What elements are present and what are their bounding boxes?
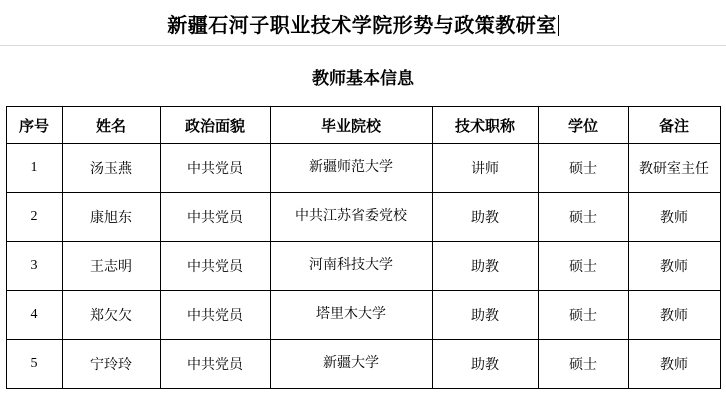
- cell-political: 中共党员: [160, 193, 270, 242]
- table-row: [6, 242, 720, 291]
- cell-political: 中共党员: [160, 242, 270, 291]
- cell-degree: 硕士: [538, 340, 628, 389]
- page-title-text: 新疆石河子职业技术学院形势与政策教研室: [167, 15, 557, 37]
- cell-name: 郑欠欠: [62, 291, 160, 340]
- cell-index: 5: [6, 340, 62, 389]
- column-header-degree: 学位: [538, 107, 628, 144]
- teacher-info-table: [6, 106, 721, 389]
- cell-title: 助教: [432, 291, 538, 340]
- cell-political: 中共党员: [160, 144, 270, 193]
- cell-degree: 硕士: [538, 193, 628, 242]
- cell-school: 新疆大学: [270, 340, 432, 389]
- cell-name: 康旭东: [62, 193, 160, 242]
- cell-index: 4: [6, 291, 62, 340]
- page-title: [0, 0, 726, 45]
- cell-remark: 教师: [628, 340, 720, 389]
- cell-name: 宁玲玲: [62, 340, 160, 389]
- section-title: 教师基本信息: [312, 69, 414, 88]
- cell-political: 中共党员: [160, 291, 270, 340]
- cell-index: 1: [6, 144, 62, 193]
- cell-degree: 硕士: [538, 144, 628, 193]
- cell-degree: 硕士: [538, 291, 628, 340]
- table-row: [6, 340, 720, 389]
- cell-name: 汤玉燕: [62, 144, 160, 193]
- column-header-remark: 备注: [628, 107, 720, 144]
- cell-title: 助教: [432, 340, 538, 389]
- cell-remark: 教研室主任: [628, 144, 720, 193]
- column-header-title: 技术职称: [432, 107, 538, 144]
- cell-school: 新疆师范大学: [270, 144, 432, 193]
- column-header-political: 政治面貌: [160, 107, 270, 144]
- column-header-school: 毕业院校: [270, 107, 432, 144]
- cell-title: 助教: [432, 193, 538, 242]
- cell-title: 助教: [432, 242, 538, 291]
- cell-title: 讲师: [432, 144, 538, 193]
- cell-school: 河南科技大学: [270, 242, 432, 291]
- cell-degree: 硕士: [538, 242, 628, 291]
- cell-index: 2: [6, 193, 62, 242]
- text-cursor: [558, 15, 559, 36]
- cell-remark: 教师: [628, 193, 720, 242]
- table-body: [6, 144, 720, 389]
- cell-remark: 教师: [628, 291, 720, 340]
- cell-political: 中共党员: [160, 340, 270, 389]
- cell-remark: 教师: [628, 242, 720, 291]
- cell-school: 中共江苏省委党校: [270, 193, 432, 242]
- cell-index: 3: [6, 242, 62, 291]
- column-header-name: 姓名: [62, 107, 160, 144]
- table-row: [6, 193, 720, 242]
- cell-name: 王志明: [62, 242, 160, 291]
- cell-school: 塔里木大学: [270, 291, 432, 340]
- table-row: [6, 291, 720, 340]
- table-header: [6, 107, 720, 144]
- table-header-row: [6, 107, 720, 144]
- table-row: [6, 144, 720, 193]
- column-header-index: 序号: [6, 107, 62, 144]
